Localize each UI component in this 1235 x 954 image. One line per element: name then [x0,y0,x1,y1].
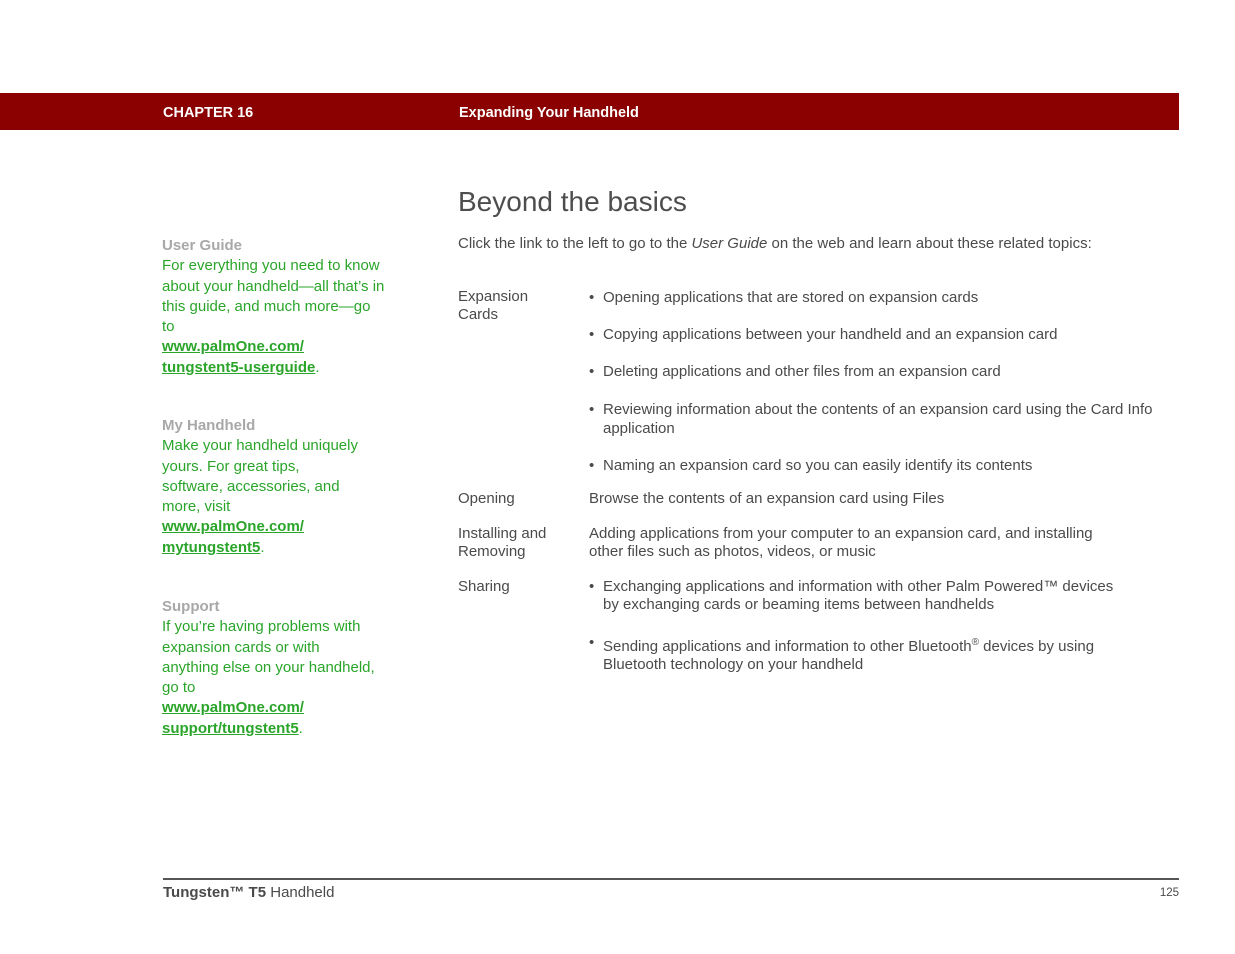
sidebar-heading: User Guide [162,237,243,254]
topic-item: • Copying applications between your handheld and an expansion card [589,325,1164,344]
registered-mark: ® [971,637,979,648]
sidebar-support [162,597,387,739]
link-trail: . [260,538,265,556]
sidebar-body: For everything you need to know about your handheld—all that’s in this guide, and much more—go to [162,257,385,336]
topic-item: • Reviewing information about the contents of an expansion card using the Card Info application [589,400,1164,438]
sidebar-body: Make your handheld uniquely yours. For great tips, software, accessories, and more, visit [162,437,358,516]
support-link[interactable] [162,698,387,718]
topic-label-expansion-cards: Expansion Cards [458,288,529,323]
link-trail: . [298,719,303,737]
topic-item: • Deleting applications and other files from an expansion card [589,362,1164,381]
support-link-cont[interactable]: support/tungstent5 [162,719,299,737]
my-handheld-link-cont[interactable]: mytungstent5 [162,538,261,556]
product-name: Tungsten™ T5 [163,884,267,901]
topic-text-opening: Browse the contents of an expansion card using Files [589,490,945,507]
topic-label-sharing: Sharing [458,578,510,595]
topic-text-installing: Adding applications from your computer to an expansion card, and installing other files such as photos, videos, or music [589,525,1093,560]
topic-item: • Naming an expansion card so you can easily identify its contents [589,456,1164,475]
sidebar-body: If you’re having problems with expansion cards or with anything else on your handheld, go to [162,618,375,697]
user-guide-link-cont[interactable]: tungstent5-userguide [162,358,316,376]
topic-label-installing: Installing and Removing [458,525,547,560]
link-line-1: www.palmOne.com/ [162,338,304,356]
intro-guide-name: User Guide [691,235,768,252]
my-handheld-link[interactable] [162,517,387,537]
intro-text [458,235,1178,252]
link-line-1: www.palmOne.com/ [162,699,304,717]
footer-divider [163,878,1179,880]
user-guide-link[interactable] [162,337,387,357]
page-title: Beyond the basics [458,186,687,217]
sidebar-heading: My Handheld [162,417,256,434]
chapter-header-bar [0,93,1179,130]
footer-product [163,884,334,901]
chapter-label: CHAPTER 16 [163,105,254,121]
intro-before: Click the link to the left to go to the [458,235,692,252]
link-trail: . [315,358,320,376]
page-number: 125 [1159,887,1179,899]
intro-after: on the web and learn about these related topics: [767,235,1092,252]
item-text: Sending applications and information to other Bluetooth [603,638,972,655]
chapter-title: Expanding Your Handheld [459,105,639,121]
item-text: devices by using Bluetooth technology on your handheld [603,638,1095,673]
link-line-1: www.palmOne.com/ [162,518,304,536]
sidebar-user-guide [162,236,387,378]
sidebar-heading: Support [162,598,220,615]
topic-item [589,634,1129,674]
topic-label-opening: Opening [458,490,515,507]
product-suffix: Handheld [266,884,335,901]
topic-item: • Opening applications that are stored on expansion cards [589,288,1164,307]
topic-item: • Exchanging applications and information with other Palm Powered™ devices by exchanging cards or beaming items between handhelds [589,578,1119,614]
sidebar-my-handheld [162,416,387,558]
